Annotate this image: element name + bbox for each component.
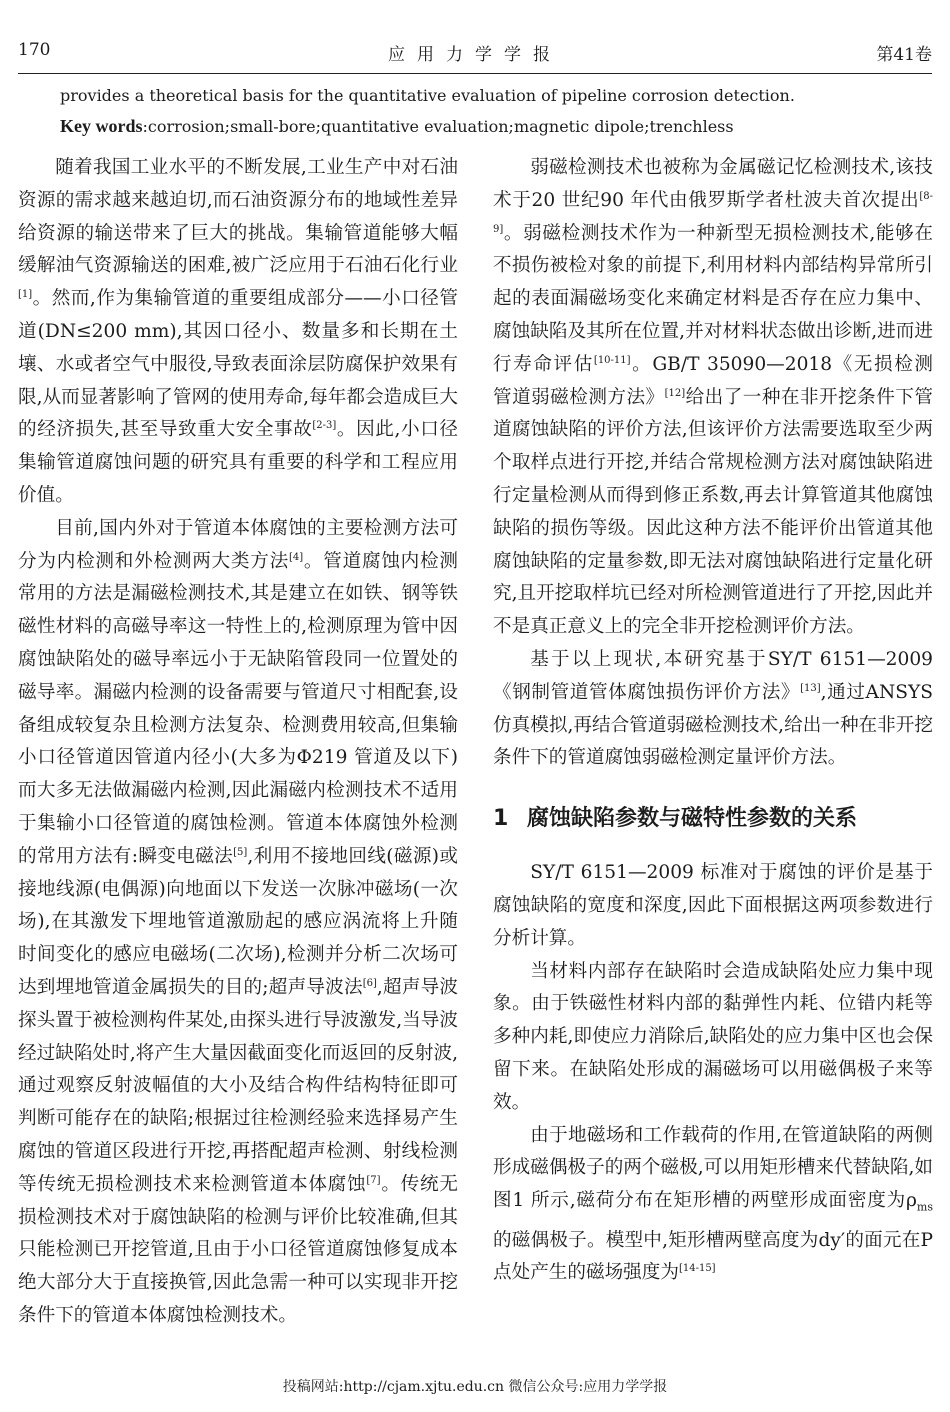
intro-paragraph-2: 目前,国内外对于管道本体腐蚀的主要检测方法可分为内检测和外检测两大类方法[4]。管道腐蚀内检测常用的方法是漏磁检测技术,其是建立在如铁、钢等铁磁性材料的高磁导率这一特性上的,检测原理为管中因腐蚀缺陷处的磁导率远小于无缺陷管段同一位置处的磁导率。漏磁内检测的设备需要与管道尺寸相配套,设备组成较复杂且检测方法复杂、检测费用较高,但集输小口径管道因管道内径小(大多为Φ219 管道及以下)而大多无法做漏磁内检测,因此漏磁内检测技术不适用于集输小口径管道的腐蚀检测。管道本体腐蚀外检测的常用方法有:瞬变电磁法[5],利用不接地回线(磁源)或接地线源(电偶源)向地面以下发送一次脉冲磁场(一次场),在其激发下埋地管道激励起的感应涡流将上升随时间变化的感应电磁场(二次场),检测并分析二次场可达到埋地管道金属损失的目的;超声导波法[6],超声导波探头置于被检测构件某处,由探头进行导波激发,当导波经过缺陷处时,将产生大量因截面变化而返回的反射波,通过观察反射波幅值的大小及结合构件结构特征即可判断可能存在的缺陷;根据过往检测经验来选择易产生腐蚀的管道区段进行开挖,再搭配超声检测、射线检测等传统无损检测技术来检测管道本体腐蚀[7]。传统无损检测技术对于腐蚀缺陷的检测与评价比较准确,但其只能检测已开挖管道,且由于小口径管道腐蚀修复成本绝大部分大于直接换管,因此急需一种可以实现非开挖条件下的管道本体腐蚀检测技术。 [18,517,459,1326]
abstract-tail: provides a theoretical basis for the quantitative evaluation of pipeline corrosion detection. [60,86,795,105]
intro-paragraph-1: 随着我国工业水平的不断发展,工业生产中对石油资源的需求越来越迫切,而石油资源分布的地域性差异给资源的输送带来了巨大的挑战。集输管道能够大幅缓解油气资源输送的困难,被广泛应用于石油石化行业[1]。然而,作为集输管道的重要组成部分——小口径管道(DN≤200 mm),其因口径小、数量多和长期在土壤、水或者空气中服役,导致表面涂层防腐保护效果有限,从而显著影响了管网的使用寿命,每年都会造成巨大的经济损失,甚至导致重大安全事故[2-3]。因此,小口径集输管道腐蚀问题的研究具有重要的科学和工程应用价值。 [18,157,458,506]
header-rule [18,73,932,74]
citation: [8-9] [493,190,933,235]
section-paragraph-1: SY/T 6151—2009 标准对于腐蚀的评价是基于腐蚀缺陷的宽度和深度,因此下面根据这两项参数进行分析计算。 [493,862,933,949]
page-footer: 投稿网站:http://cjam.xjtu.edu.cn 微信公众号:应用力学学报 [282,1379,668,1395]
section-paragraph-2: 当材料内部存在缺陷时会造成缺陷处应力集中现象。由于铁磁性材料内部的黏弹性内耗、位错内耗等多种内耗,即使应力消除后,缺陷处的应力集中区也会保留下来。在缺陷处形成的漏磁场可以用磁偶极子来等效。 [493,960,933,1113]
journal-title: 应用力学学报 [388,45,562,65]
citation: [13] [800,682,821,694]
citation: [5] [233,846,248,858]
citation: [6] [362,977,377,989]
section-paragraph-3: 由于地磁场和工作载荷的作用,在管道缺陷的两侧形成磁偶极子的两个磁极,可以用矩形槽来代替缺陷,如图1 所示,磁荷分布在矩形槽的两壁形成面密度为$\rho_{ms}$的磁偶极子。模型中,矩形槽两壁高度为dy′的面元在P点处产生的磁场强度为[14-15] [493,1124,933,1284]
intro-paragraph-3: 弱磁检测技术也被称为金属磁记忆检测技术,该技术于20 世纪90 年代由俄罗斯学者杜波夫首次提出[8-9]。弱磁检测技术作为一种新型无损检测技术,能够在不损伤被检对象的前提下,利用材料内部结构异常所引起的表面漏磁场变化来确定材料是否存在应力集中、腐蚀缺陷及其所在位置,并对材料状态做出诊断,进而进行寿命评估[10-11]。GB/T 35090—2018《无损检测 管道弱磁检测方法》[12]给出了一种在非开挖条件下管道腐蚀缺陷的评价方法,但该评价方法需要选取至少两个取样点进行开挖,并结合常规检测方法对腐蚀缺陷进行定量检测从而得到修正系数,再去计算管道其他腐蚀缺陷的损伤等级。因此这种方法不能评价出管道其他腐蚀缺陷的定量参数,即无法对腐蚀缺陷进行定量化研究,且开挖取样坑已经对所检测管道进行了开挖,因此并不是真正意义上的完全非开挖检测评价方法。 [493,157,933,638]
citation: [10-11] [593,354,631,366]
volume-label: 第41卷 [876,45,932,65]
citation: [2-3] [312,420,337,432]
page-number: 170 [18,40,51,60]
keywords-label: Key words [60,116,143,136]
left-column [18,152,458,1333]
section-number: 1 [493,806,509,832]
intro-paragraph-4: 基于以上现状,本研究基于SY/T 6151—2009《钢制管道管体腐蚀损伤评价方法》[13],通过ANSYS 仿真模拟,再结合管道弱磁检测技术,给出一种在非开挖条件下的管道腐蚀弱磁检测定量评价方法。 [493,648,933,769]
citation: [1] [18,289,33,301]
citation: [14-15] [678,1263,716,1275]
citation: [7] [366,1174,381,1186]
running-header [18,40,932,70]
subscript: ms [916,1200,933,1214]
section-heading [493,803,933,835]
citation: [4] [288,551,304,563]
right-column [493,152,933,1290]
section-title: 腐蚀缺陷参数与磁特性参数的关系 [527,806,858,832]
keywords [60,114,930,139]
keywords-text: :corrosion;small-bore;quantitative evaluation;magnetic dipole;trenchless [142,117,734,136]
citation: [12] [664,387,686,399]
